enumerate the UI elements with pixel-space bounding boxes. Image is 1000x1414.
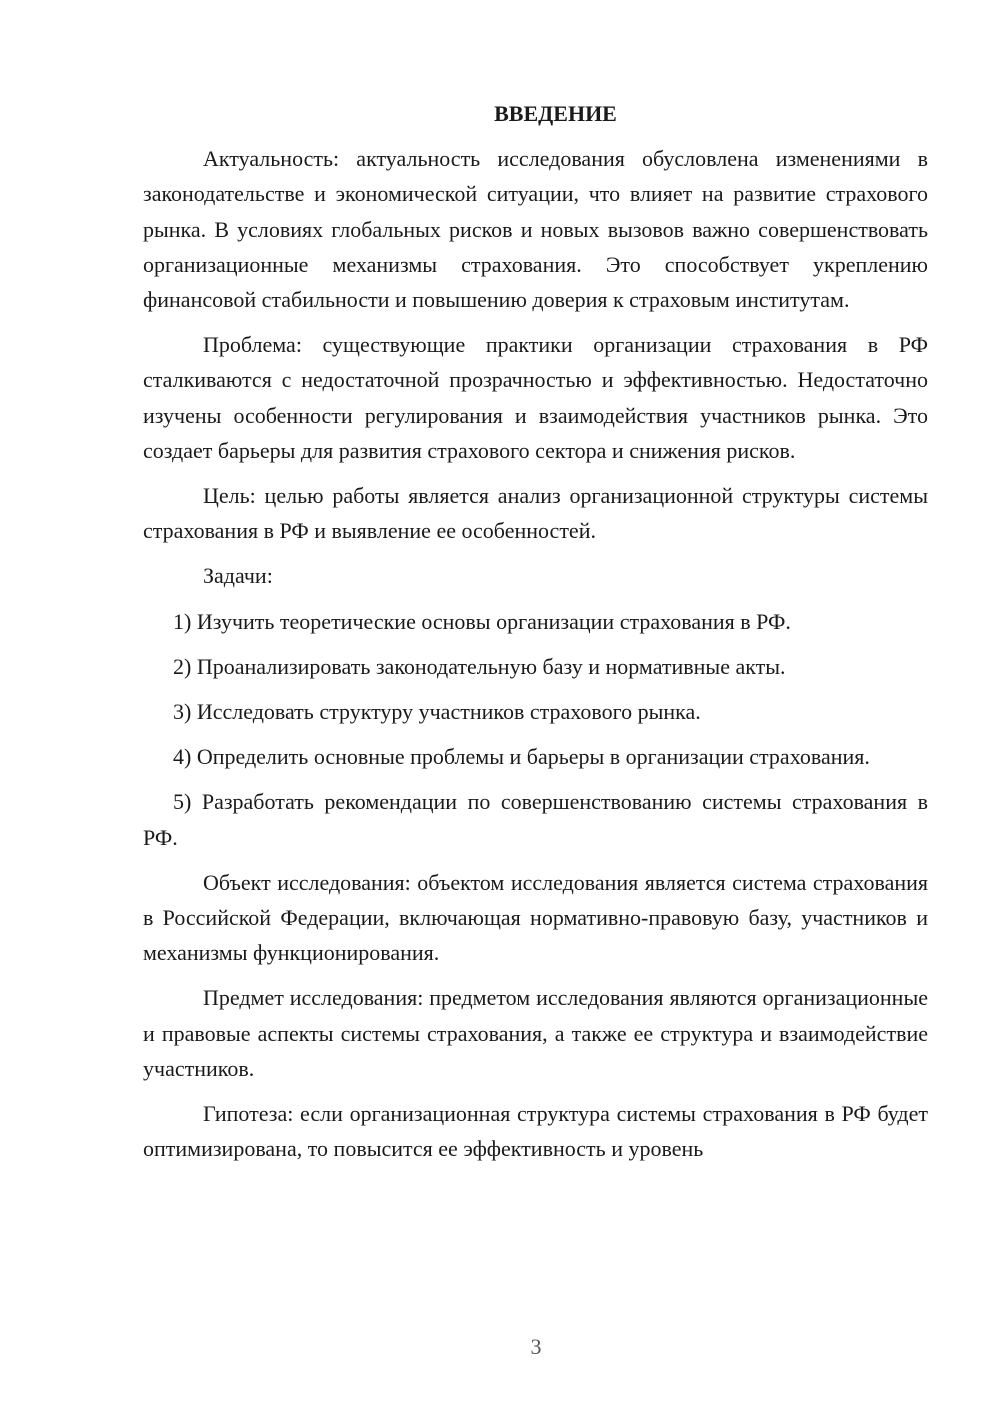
task-item: 4) Определить основные проблемы и барьеры в организации страхования.	[173, 744, 870, 770]
paragraph-tasks-label: Задачи:	[203, 563, 273, 589]
task-item: 1) Изучить теоретические основы организации страхования в РФ.	[173, 608, 791, 634]
task-item: 5) Разработать рекомендации по совершенствованию системы страхования в РФ.	[143, 789, 928, 850]
paragraph-object: Объект исследования: объектом исследования является система страхования в Российской Федерации, включающая нормативно-правовую базу, участников и механизмы функционирования.	[143, 869, 928, 966]
paragraph-subject: Предмет исследования: предметом исследования являются организационные и правовые аспекты системы страхования, а также ее структура и взаимодействие участников.	[143, 985, 928, 1081]
section-heading: ВВЕДЕНИЕ	[494, 101, 617, 126]
task-item: 3) Исследовать структуру участников страхового рынка.	[173, 699, 701, 725]
paragraph-hypothesis: Гипотеза: если организационная структура системы страхования в РФ будет оптимизирована, то повысится ее эффективность и уровень	[143, 1101, 928, 1162]
task-item: 2) Проанализировать законодательную базу и нормативные акты.	[173, 653, 786, 679]
paragraph-relevance: Актуальность: актуальность исследования обусловлена изменениями в законодательстве и экономической ситуации, что влияет на развитие страхового рынка. В условиях глобальных рисков и новых вызовов важно совершенствовать организационные механизмы страхования. Это способствует укреплению финансовой стабильности и повышению доверия к страховым институтам.	[143, 146, 928, 313]
page-number: 3	[530, 1334, 542, 1359]
paragraph-goal: Цель: целью работы является анализ организационной структуры системы страхования в РФ и выявление ее особенностей.	[143, 483, 928, 544]
paragraph-problem: Проблема: существующие практики организации страхования в РФ сталкиваются с недостаточной прозрачностью и эффективностью. Недостаточно изучены особенности регулирования и взаимодействия участников рынка. Это создает барьеры для развития страхового сектора и снижения рисков.	[143, 332, 928, 463]
document-body	[143, 96, 928, 1176]
